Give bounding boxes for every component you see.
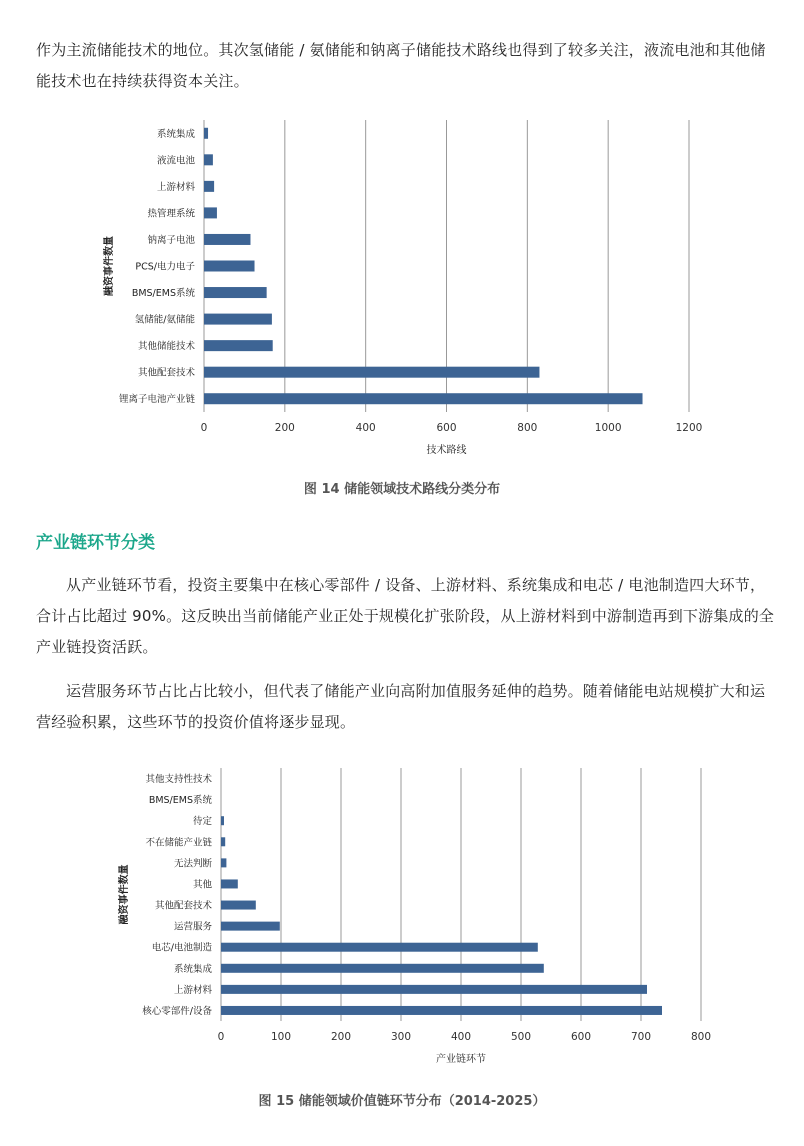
y-axis-title: 融资事件数量: [104, 236, 115, 296]
bar-2: [204, 181, 214, 192]
y-category-label: 钠离子电池: [147, 234, 195, 246]
x-tick-label: 700: [630, 1031, 652, 1043]
bar-6: [204, 287, 267, 298]
y-category-label: 不在储能产业链: [145, 837, 212, 849]
bar-10: [204, 393, 643, 404]
x-tick-label: 600: [570, 1031, 592, 1043]
bar-6: [221, 901, 256, 910]
bar-7: [221, 922, 280, 931]
x-tick-label: 400: [355, 422, 376, 434]
bar-5: [204, 261, 255, 272]
bar-3: [221, 837, 225, 846]
x-tick-label: 1200: [675, 422, 703, 434]
x-tick-label: 500: [510, 1031, 532, 1043]
paragraph-1: 从产业链环节看，投资主要集中在核心零部件 / 设备、上游材料、系统集成和电芯 / 电池制造四大环节，合计占比超过 90%。这反映出当前储能产业正处于规模化扩张阶段，从上游材料到中游制造再到下游集成的全产业链投资活跃。: [36, 576, 775, 656]
y-category-label: 系统集成: [156, 128, 195, 140]
bar-8: [221, 943, 538, 952]
y-category-label: BMS/EMS系统: [148, 795, 212, 807]
x-tick-label: 100: [270, 1031, 292, 1043]
y-category-label: 无法判断: [173, 858, 212, 870]
y-category-label: 上游材料: [173, 984, 212, 996]
y-category-label: 热管理系统: [147, 208, 195, 220]
y-category-label: 液流电池: [156, 155, 195, 167]
x-tick-label: 800: [517, 422, 538, 434]
y-category-label: 其他: [192, 879, 212, 891]
figure-15-caption: 图 15 储能领域价值链环节分布（2014-2025）: [258, 1094, 546, 1109]
intro-paragraph: 作为主流储能技术的地位。其次氢储能 / 氨储能和钠离子储能技术路线也得到了较多关注，液流电池和其他储能技术也在持续获得资本关注。: [36, 41, 766, 90]
bar-3: [204, 207, 217, 218]
x-axis-title: 技术路线: [426, 445, 467, 456]
bar-9: [221, 964, 544, 973]
y-category-label: PCS/电力电子: [135, 261, 195, 273]
y-category-label: 其他配套技术: [137, 367, 195, 379]
y-category-label: 锂离子电池产业链: [118, 394, 195, 406]
x-tick-label: 800: [690, 1031, 712, 1043]
bar-7: [204, 314, 272, 325]
bar-5: [221, 879, 238, 888]
x-tick-label: 600: [436, 422, 457, 434]
y-category-label: 核心零部件/设备: [142, 1005, 212, 1017]
x-tick-label: 1000: [594, 422, 622, 434]
y-category-label: 系统集成: [173, 963, 212, 975]
figure-14-caption: 图 14 储能领域技术路线分类分布: [303, 482, 501, 497]
y-category-label: 电芯/电池制造: [151, 942, 212, 954]
y-category-label: 运营服务: [173, 921, 212, 933]
paragraph-2: 运营服务环节占比占比较小，但代表了储能产业向高附加值服务延伸的趋势。随着储能电站规模扩大和运营经验积累，这些环节的投资价值将逐步显现。: [36, 682, 766, 731]
y-category-label: 其他储能技术: [137, 341, 195, 353]
bar-2: [221, 816, 224, 825]
y-category-label: 上游材料: [156, 181, 195, 193]
bar-4: [221, 858, 226, 867]
bar-8: [204, 340, 273, 351]
y-axis-title: 融资事件数量: [119, 864, 130, 925]
bar-9: [204, 367, 539, 378]
y-category-label: 待定: [192, 816, 212, 828]
y-category-label: 氢储能/氨储能: [134, 314, 195, 326]
y-category-label: 其他配套技术: [154, 900, 212, 912]
chart-tech-routes: [0, 110, 804, 460]
y-category-label: BMS/EMS系统: [131, 288, 195, 300]
bar-4: [204, 234, 250, 245]
x-tick-label: 200: [330, 1031, 352, 1043]
x-tick-label: 300: [390, 1031, 412, 1043]
bar-10: [221, 985, 647, 994]
x-tick-label: 0: [200, 422, 208, 434]
section-heading: 产业链环节分类: [36, 533, 155, 553]
bar-0: [204, 128, 208, 139]
x-axis-title: 产业链环节: [436, 1054, 486, 1065]
x-tick-label: 400: [450, 1031, 472, 1043]
chart-value-chain: [0, 755, 804, 1075]
x-tick-label: 200: [274, 422, 295, 434]
bar-11: [221, 1006, 662, 1015]
y-category-label: 其他支持性技术: [145, 774, 212, 786]
bar-1: [204, 154, 213, 165]
x-tick-label: 0: [217, 1031, 225, 1043]
